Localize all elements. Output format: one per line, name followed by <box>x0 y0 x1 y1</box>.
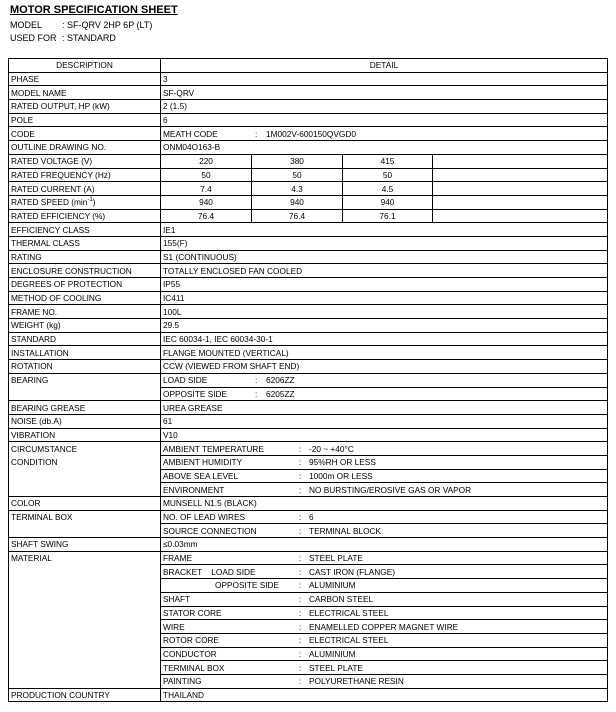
row-label: WEIGHT (kg) <box>9 319 161 333</box>
circ-colon: : <box>299 443 302 454</box>
table-row <box>9 442 608 456</box>
mat-value: CARBON STEEL <box>309 594 374 605</box>
mat-colon: : <box>299 580 302 591</box>
three-col-cell <box>161 154 608 168</box>
empty-cell <box>433 169 608 182</box>
row-label: RATED VOLTAGE (V) <box>9 154 161 168</box>
row-value: MUNSELL N1.5 (BLACK) <box>161 497 608 511</box>
value-cell: 76.4 <box>252 210 343 223</box>
detail-header: DETAIL <box>161 59 608 73</box>
mat-colon: : <box>299 676 302 687</box>
bearing-opp-key: OPPOSITE SIDE <box>163 388 228 399</box>
row-value: TOTALLY ENCLOSED FAN COOLED <box>161 264 608 278</box>
table-row <box>9 661 608 675</box>
speed-sup: -1 <box>87 197 93 204</box>
value-cell: 76.4 <box>161 210 252 223</box>
row-value <box>161 455 608 469</box>
value-cell: 50 <box>252 169 343 182</box>
row-label: TERMINAL BOX <box>9 510 161 524</box>
used-for-value: : STANDARD <box>62 33 116 43</box>
bearing-load-value: 6206ZZ <box>266 375 295 386</box>
used-for-label: USED FOR <box>10 33 57 43</box>
table-row <box>9 469 608 483</box>
row-label: ENCLOSURE CONSTRUCTION <box>9 264 161 278</box>
circ-value: 1000m OR LESS <box>309 470 373 481</box>
row-value: 155(F) <box>161 236 608 250</box>
row-label-empty <box>9 661 161 675</box>
circ-value: 95%RH OR LESS <box>309 457 376 468</box>
row-label-empty <box>9 647 161 661</box>
row-label: EFFICIENCY CLASS <box>9 223 161 237</box>
table-row <box>9 86 608 100</box>
table-row <box>9 510 608 524</box>
table-row <box>9 524 608 538</box>
row-value <box>161 633 608 647</box>
mat-colon: : <box>299 566 302 577</box>
model-label: MODEL <box>10 20 43 30</box>
table-row <box>9 278 608 292</box>
tb-value: TERMINAL BLOCK <box>309 525 382 536</box>
row-label-empty <box>9 565 161 579</box>
speed-label-end: ) <box>92 197 96 208</box>
used-for-line <box>10 33 116 43</box>
row-label-empty <box>9 606 161 620</box>
row-label-empty <box>9 524 161 538</box>
bearing-opp-colon: : <box>255 388 258 399</box>
value-cell: 50 <box>161 169 252 182</box>
table-row <box>9 579 608 593</box>
tb-colon: : <box>299 525 302 536</box>
row-value: 2 (1.5) <box>161 100 608 114</box>
mat-value: STEEL PLATE <box>309 553 363 564</box>
table-row <box>9 346 608 360</box>
table-row <box>9 483 608 497</box>
mat-value: ELECTRICAL STEEL <box>309 635 389 646</box>
empty-cell <box>433 210 608 223</box>
table-row <box>9 620 608 634</box>
row-value <box>161 647 608 661</box>
value-cell: 940 <box>252 196 343 209</box>
table-row <box>9 551 608 565</box>
row-label: RATED CURRENT (A) <box>9 182 161 196</box>
row-value <box>161 606 608 620</box>
row-label-empty <box>9 633 161 647</box>
table-row <box>9 688 608 702</box>
table-row <box>9 647 608 661</box>
table-row <box>9 264 608 278</box>
mat-key: CONDUCTOR <box>163 648 217 659</box>
row-label-empty <box>9 483 161 497</box>
mat-key: SHAFT <box>163 594 191 605</box>
row-label: STANDARD <box>9 332 161 346</box>
bearing-load-key: LOAD SIDE <box>163 375 208 386</box>
code-key: MEATH CODE <box>163 128 218 139</box>
value-cell: 4.5 <box>343 182 433 195</box>
row-value: CCW (VIEWED FROM SHAFT END) <box>161 360 608 374</box>
row-value <box>161 469 608 483</box>
row-value: 29.5 <box>161 319 608 333</box>
mat-value: POLYURETHANE RESIN <box>309 676 404 687</box>
row-label: RATED EFFICIENCY (%) <box>9 209 161 223</box>
table-row <box>9 141 608 155</box>
three-col-values <box>161 210 607 223</box>
row-value: UREA GREASE <box>161 401 608 415</box>
voltage-415: 415 <box>343 155 433 168</box>
table-row <box>9 565 608 579</box>
row-label: PRODUCTION COUNTRY <box>9 688 161 702</box>
table-row <box>9 538 608 552</box>
row-value: THAILAND <box>161 688 608 702</box>
mat-key: OPPOSITE SIDE <box>215 580 280 591</box>
table-row <box>9 168 608 182</box>
mat-key: PAINTING <box>163 676 202 687</box>
mat-key: STATOR CORE <box>163 607 222 618</box>
mat-value: ALUMINIUM <box>309 648 356 659</box>
table-row <box>9 387 608 401</box>
row-label: CODE <box>9 127 161 141</box>
mat-colon: : <box>299 662 302 673</box>
row-label: MODEL NAME <box>9 86 161 100</box>
table-row <box>9 401 608 415</box>
row-label: VIBRATION <box>9 428 161 442</box>
tb-key: NO. OF LEAD WIRES <box>163 512 246 523</box>
circ-value: NO BURSTING/EROSIVE GAS OR VAPOR <box>309 484 472 495</box>
row-value <box>161 127 608 141</box>
mat-value: ELECTRICAL STEEL <box>309 607 389 618</box>
mat-key: ROTOR CORE <box>163 635 220 646</box>
row-value <box>161 387 608 401</box>
table-row <box>9 428 608 442</box>
three-col-values <box>161 196 607 209</box>
three-col-cell <box>161 168 608 182</box>
row-label: NOISE (db.A) <box>9 414 161 428</box>
row-value: IC411 <box>161 291 608 305</box>
row-label-empty <box>9 469 161 483</box>
bearing-load-colon: : <box>255 375 258 386</box>
row-value: FLANGE MOUNTED (VERTICAL) <box>161 346 608 360</box>
row-value: IE1 <box>161 223 608 237</box>
row-label: METHOD OF COOLING <box>9 291 161 305</box>
circ-key: ABOVE SEA LEVEL <box>163 470 239 481</box>
table-row <box>9 497 608 511</box>
table-row <box>9 319 608 333</box>
row-value <box>161 579 608 593</box>
circ-colon: : <box>299 484 302 495</box>
value-cell: 76.1 <box>343 210 433 223</box>
empty-cell <box>433 155 608 168</box>
model-line <box>10 20 153 30</box>
table-row <box>9 195 608 209</box>
table-row <box>9 455 608 469</box>
table-row <box>9 223 608 237</box>
table-header-row <box>9 59 608 73</box>
row-value: 6 <box>161 113 608 127</box>
row-value <box>161 592 608 606</box>
voltage-380: 380 <box>252 155 343 168</box>
three-col-cell <box>161 182 608 196</box>
mat-colon: : <box>299 553 302 564</box>
speed-label: RATED SPEED (min <box>11 197 88 208</box>
mat-key: TERMINAL BOX <box>163 662 225 673</box>
row-label-empty <box>9 674 161 688</box>
value-cell: 940 <box>161 196 252 209</box>
mat-key: WIRE <box>163 621 185 632</box>
row-value: SF-QRV <box>161 86 608 100</box>
table-row <box>9 592 608 606</box>
row-label: SHAFT SWING <box>9 538 161 552</box>
table-row <box>9 305 608 319</box>
tb-key: SOURCE CONNECTION <box>163 525 257 536</box>
spec-table <box>8 58 608 702</box>
row-value <box>161 524 608 538</box>
row-label: OUTLINE DRAWING NO. <box>9 141 161 155</box>
table-row <box>9 360 608 374</box>
table-row <box>9 674 608 688</box>
table-row <box>9 113 608 127</box>
row-label: RATING <box>9 250 161 264</box>
row-label: FRAME NO. <box>9 305 161 319</box>
code-colon: : <box>255 128 258 139</box>
value-cell: 50 <box>343 169 433 182</box>
row-value <box>161 674 608 688</box>
row-value: S1 (CONTINUOUS) <box>161 250 608 264</box>
row-value <box>161 510 608 524</box>
mat-colon: : <box>299 648 302 659</box>
tb-value: 6 <box>309 512 314 523</box>
empty-cell <box>433 196 608 209</box>
row-label: CIRCUMSTANCE <box>9 442 161 456</box>
value-cell: 7.4 <box>161 182 252 195</box>
row-label <box>9 195 161 209</box>
mat-colon: : <box>299 594 302 605</box>
bearing-opp-value: 6205ZZ <box>266 388 295 399</box>
row-value: ONM04O163-B <box>161 141 608 155</box>
mat-colon: : <box>299 607 302 618</box>
row-label-empty <box>9 620 161 634</box>
table-row <box>9 633 608 647</box>
three-col-cell <box>161 195 608 209</box>
row-label: RATED FREQUENCY (Hz) <box>9 168 161 182</box>
row-value <box>161 565 608 579</box>
row-value: IP55 <box>161 278 608 292</box>
row-label: CONDITION <box>9 455 161 469</box>
circ-colon: : <box>299 470 302 481</box>
mat-value: ALUMINIUM <box>309 580 356 591</box>
row-value: IEC 60034-1, IEC 60034-30-1 <box>161 332 608 346</box>
row-value: ≤0.03mm <box>161 538 608 552</box>
three-col-cell <box>161 209 608 223</box>
row-label: ROTATION <box>9 360 161 374</box>
row-label: POLE <box>9 113 161 127</box>
table-row <box>9 606 608 620</box>
table-row <box>9 182 608 196</box>
table-row <box>9 209 608 223</box>
mat-colon: : <box>299 621 302 632</box>
circ-key: ENVIRONMENT <box>163 484 225 495</box>
mat-value: STEEL PLATE <box>309 662 363 673</box>
table-row <box>9 127 608 141</box>
row-value <box>161 373 608 387</box>
three-col-values <box>161 155 607 168</box>
code-value: 1M002V-600150QVGD0 <box>266 128 356 139</box>
tb-colon: : <box>299 512 302 523</box>
table-row <box>9 414 608 428</box>
sheet-title: MOTOR SPECIFICATION SHEET <box>10 4 178 16</box>
row-label: THERMAL CLASS <box>9 236 161 250</box>
table-row <box>9 236 608 250</box>
circ-key: AMBIENT HUMIDITY <box>163 457 243 468</box>
value-cell: 940 <box>343 196 433 209</box>
circ-value: -20 ~ +40°C <box>309 443 354 454</box>
three-col-values <box>161 182 607 195</box>
row-label: PHASE <box>9 72 161 86</box>
row-value <box>161 620 608 634</box>
row-label: MATERIAL <box>9 551 161 565</box>
row-value <box>161 661 608 675</box>
table-row <box>9 373 608 387</box>
description-header: DESCRIPTION <box>9 59 161 73</box>
row-label-empty <box>9 387 161 401</box>
mat-key: FRAME <box>163 553 193 564</box>
empty-cell <box>433 182 608 195</box>
mat-value: CAST IRON (FLANGE) <box>309 566 396 577</box>
mat-colon: : <box>299 635 302 646</box>
row-value: 100L <box>161 305 608 319</box>
row-label: BEARING GREASE <box>9 401 161 415</box>
table-row <box>9 291 608 305</box>
circ-colon: : <box>299 457 302 468</box>
table-row <box>9 72 608 86</box>
mat-key: BRACKET LOAD SIDE <box>163 566 256 577</box>
circ-key: AMBIENT TEMPERATURE <box>163 443 264 454</box>
row-label: DEGREES OF PROTECTION <box>9 278 161 292</box>
row-value: 3 <box>161 72 608 86</box>
mat-value: ENAMELLED COPPER MAGNET WIRE <box>309 621 459 632</box>
row-label: COLOR <box>9 497 161 511</box>
row-label: INSTALLATION <box>9 346 161 360</box>
table-row <box>9 154 608 168</box>
voltage-220: 220 <box>161 155 252 168</box>
value-cell: 4.3 <box>252 182 343 195</box>
row-value <box>161 483 608 497</box>
table-row <box>9 100 608 114</box>
three-col-values <box>161 169 607 182</box>
row-value <box>161 442 608 456</box>
row-label: BEARING <box>9 373 161 387</box>
row-label: RATED OUTPUT, HP (kW) <box>9 100 161 114</box>
model-value: : SF-QRV 2HP 6P (LT) <box>62 20 153 30</box>
row-value: 61 <box>161 414 608 428</box>
row-label-empty <box>9 579 161 593</box>
row-label-empty <box>9 592 161 606</box>
row-value <box>161 551 608 565</box>
row-value: V10 <box>161 428 608 442</box>
table-row <box>9 332 608 346</box>
table-row <box>9 250 608 264</box>
